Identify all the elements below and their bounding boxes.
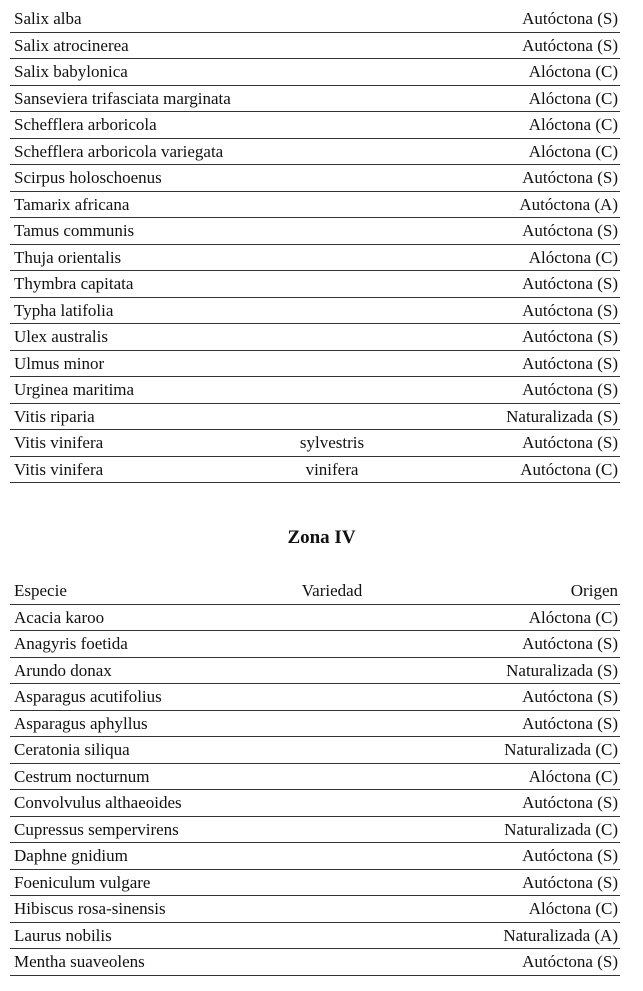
origin-cell: Autóctona (S) xyxy=(522,952,618,971)
table-header-row xyxy=(10,578,620,605)
origin-cell: Autóctona (S) xyxy=(522,872,618,892)
variety-cell: vinifera xyxy=(305,459,359,479)
table-row xyxy=(10,949,620,976)
table-row xyxy=(10,843,620,870)
table-row xyxy=(10,764,620,791)
origin-cell: Autóctona (S) xyxy=(522,9,618,28)
origin-cell: Autóctona (S) xyxy=(522,380,618,399)
table-row xyxy=(10,870,620,897)
species-cell: Ceratonia siliqua xyxy=(14,740,130,759)
table-row xyxy=(10,298,620,325)
table-row xyxy=(10,86,620,113)
origin-cell: Alóctona (C) xyxy=(528,115,618,134)
origin-cell: Alóctona (C) xyxy=(528,247,618,267)
table-row xyxy=(10,430,620,457)
origin-cell: Naturalizada (S) xyxy=(506,660,618,680)
variety-cell: sylvestris xyxy=(299,433,365,452)
origin-cell: Autóctona (S) xyxy=(522,687,618,706)
origin-cell: Alóctona (C) xyxy=(528,62,618,81)
table-row xyxy=(10,605,620,632)
origin-cell: Autóctona (S) xyxy=(522,433,618,452)
table-row xyxy=(10,711,620,738)
origin-cell: Alóctona (C) xyxy=(528,899,618,918)
origin-cell: Alóctona (C) xyxy=(528,607,618,627)
table-row xyxy=(10,139,620,166)
origin-cell: Autóctona (S) xyxy=(522,300,618,320)
origin-cell: Naturalizada (C) xyxy=(504,740,618,759)
species-cell: Thymbra capitata xyxy=(14,274,134,293)
origin-cell: Autóctona (S) xyxy=(522,634,618,653)
origin-cell: Autóctona (S) xyxy=(522,713,618,733)
table-row xyxy=(10,245,620,272)
origin-cell: Autóctona (S) xyxy=(522,274,618,293)
origin-cell: Autóctona (S) xyxy=(522,221,618,240)
species-cell: Laurus nobilis xyxy=(14,925,112,945)
zone3-table xyxy=(10,6,620,483)
species-cell: Anagyris foetida xyxy=(14,634,128,653)
species-cell: Convolvulus althaeoides xyxy=(14,793,182,812)
species-cell: Vitis vinifera xyxy=(14,459,104,479)
table-row xyxy=(10,737,620,764)
table-row xyxy=(10,6,620,33)
species-cell: Cestrum nocturnum xyxy=(14,766,150,786)
header-origin: Origen xyxy=(570,581,618,600)
species-cell: Acacia karoo xyxy=(14,607,105,627)
species-cell: Tamarix africana xyxy=(14,194,130,214)
table-row xyxy=(10,404,620,431)
species-cell: Schefflera arboricola xyxy=(14,115,157,134)
table-row xyxy=(10,377,620,404)
table-row xyxy=(10,324,620,351)
species-cell: Typha latifolia xyxy=(14,300,114,320)
species-cell: Scirpus holoschoenus xyxy=(14,168,162,187)
origin-cell: Alóctona (C) xyxy=(528,766,618,786)
table-row xyxy=(10,923,620,950)
table-row xyxy=(10,817,620,844)
species-cell: Schefflera arboricola variegata xyxy=(14,141,224,161)
species-cell: Ulmus minor xyxy=(14,353,105,373)
table-row xyxy=(10,59,620,86)
species-cell: Tamus communis xyxy=(14,221,135,240)
species-cell: Arundo donax xyxy=(14,660,112,680)
species-cell: Mentha suaveolens xyxy=(14,952,145,971)
origin-cell: Autóctona (S) xyxy=(522,327,618,346)
species-cell: Cupressus sempervirens xyxy=(14,819,179,839)
zone4-rows xyxy=(10,605,620,976)
species-cell: Vitis vinifera xyxy=(14,433,104,452)
species-cell: Vitis riparia xyxy=(14,406,95,426)
header-species: Especie xyxy=(14,581,67,600)
species-cell: Ulex australis xyxy=(14,327,108,346)
table-row xyxy=(10,790,620,817)
header-variety: Variedad xyxy=(301,581,363,600)
table-row xyxy=(10,271,620,298)
origin-cell: Alóctona (C) xyxy=(528,88,618,108)
origin-cell: Alóctona (C) xyxy=(528,141,618,161)
species-cell: Foeniculum vulgare xyxy=(14,872,151,892)
origin-cell: Autóctona (S) xyxy=(522,168,618,187)
table-row xyxy=(10,351,620,378)
species-cell: Sanseviera trifasciata marginata xyxy=(14,88,231,108)
table-row xyxy=(10,684,620,711)
table-row xyxy=(10,658,620,685)
origin-cell: Autóctona (S) xyxy=(522,846,618,865)
species-cell: Hibiscus rosa-sinensis xyxy=(14,899,166,918)
table-row xyxy=(10,896,620,923)
table-row xyxy=(10,218,620,245)
origin-cell: Autóctona (C) xyxy=(520,459,618,479)
species-cell: Salix alba xyxy=(14,9,82,28)
origin-cell: Autóctona (S) xyxy=(522,353,618,373)
species-cell: Urginea maritima xyxy=(14,380,135,399)
species-cell: Daphne gnidium xyxy=(14,846,128,865)
origin-cell: Autóctona (A) xyxy=(519,194,618,214)
table-row xyxy=(10,631,620,658)
species-cell: Salix atrocinerea xyxy=(14,35,129,55)
origin-cell: Autóctona (S) xyxy=(522,35,618,55)
species-cell: Salix babylonica xyxy=(14,62,128,81)
zone4-table xyxy=(10,578,620,976)
table-row xyxy=(10,457,620,484)
species-cell: Asparagus aphyllus xyxy=(14,713,148,733)
species-cell: Thuja orientalis xyxy=(14,247,122,267)
zone4-title: Zona IV xyxy=(287,527,356,548)
origin-cell: Naturalizada (A) xyxy=(503,925,618,945)
table-row xyxy=(10,112,620,139)
table-row xyxy=(10,192,620,219)
origin-cell: Autóctona (S) xyxy=(522,793,618,812)
species-cell: Asparagus acutifolius xyxy=(14,687,162,706)
origin-cell: Naturalizada (S) xyxy=(506,406,618,426)
table-row xyxy=(10,33,620,60)
table-row xyxy=(10,165,620,192)
origin-cell: Naturalizada (C) xyxy=(504,819,618,839)
